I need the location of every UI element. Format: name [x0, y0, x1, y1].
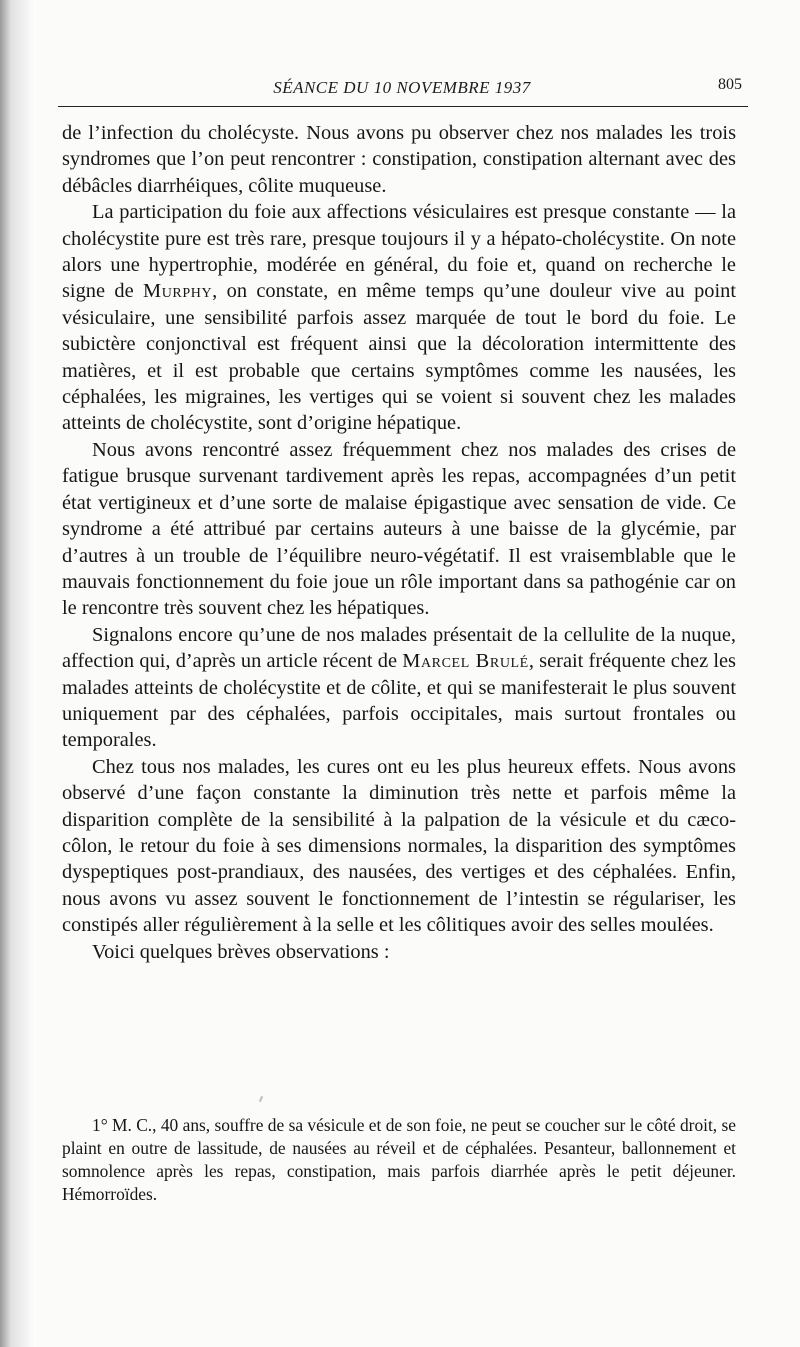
author-name-brule: Marcel Brulé	[402, 650, 529, 673]
paragraph-1: de l’infection du cholécyste. Nous avons pu observer chez nos malades les trois syndromes que l’on peut rencontrer : constipation, constipation alternant avec des débâcles diarrhéiques, côlite muqueuse.	[62, 122, 736, 197]
paragraph-3: Nous avons rencontré assez fréquemment chez nos malades des crises de fatigue brusque survenant tardivement après les repas, accompagnées d’un petit état vertigineux et d’une sorte de malaise épigastique avec sensation de vide. Ce syndrome a été attribué par certains auteurs à une baisse de la glycémie, par d’autres à un trouble de l’équilibre neuro-végétatif. Il est vraisemblable que le mauvais fonctionnement du foie joue un rôle important dans sa pathogénie car on le rencontre très souvent chez les hépatiques.	[62, 438, 736, 620]
page-header	[60, 76, 744, 104]
author-name-murphy: Murphy	[142, 280, 213, 303]
page-number: 805	[718, 76, 742, 93]
paragraph-5: Chez tous nos malades, les cures ont eu les plus heureux effets. Nous avons observé d’une façon constante la diminution très nette et parfois même la disparition complète de la sensibilité à la palpation de la vésicule et du cæco-côlon, le retour du foie à ses dimensions normales, la disparition des symptômes dyspeptiques post-prandiaux, des nausées, des vertiges et des céphalées. Enfin, nous avons vu assez souvent le fonctionnement de l’intestin se régulariser, les constipés aller régulièrement à la selle et les côlitiques avoir des selles moulées.	[62, 755, 736, 937]
book-page	[36, 0, 800, 1347]
paragraph-4	[62, 622, 736, 754]
paragraph-4-text-after: , serait fréquente chez les malades atteints de cholécystite et de côlite, et qui se manifesterait le plus souvent uniquement par des céphalées, parfois occipitales, mais surtout frontales ou temporales.	[62, 650, 736, 752]
paragraph-2-text-before: La participation du foie aux affections vésiculaires est presque constante — la cholécystite pure est très rare, presque toujours il y a hépato-cholécystite. On note alors une hypertrophie, modérée en général, du foie et, quand on recherche le signe de	[62, 201, 736, 303]
paragraph-4-text-before: Signalons encore qu’une de nos malades présentait de la cellulite de la nuque, affection qui, d’après un article récent de	[62, 623, 736, 673]
scan-gutter	[12, 0, 36, 1347]
scan-speck	[259, 1096, 263, 1102]
running-title: SÉANCE DU 10 NOVEMBRE 1937	[273, 78, 531, 97]
paragraph-2-text-after: , on constate, en même temps qu’une douleur vive au point vésiculaire, une sensibilité parfois assez marquée de tout le bord du foie. Le subictère conjonctival est fréquent ainsi que la décoloration intermittente des matières, et il est probable que certains symptômes comme les nausées, les céphalées, les migraines, les vertiges qui se voient si souvent chez les malades atteints de cholécystite, sont d’origine hépatique.	[62, 280, 736, 435]
observation-1: 1° M. C., 40 ans, souffre de sa vésicule et de son foie, ne peut se coucher sur le côté droit, se plaint en outre de lassitude, de nausées au réveil et de céphalées. Pesanteur, ballonnement et somnolence après les repas, constipation, mais parfois diarrhée après le petit déjeuner. Hémorroïdes.	[62, 1115, 736, 1204]
header-rule	[58, 106, 748, 107]
body-text	[62, 120, 736, 965]
paragraph-6: Voici quelques brèves observations :	[92, 940, 390, 963]
paragraph-2	[62, 199, 736, 437]
scan-shadow-edge	[0, 0, 12, 1347]
